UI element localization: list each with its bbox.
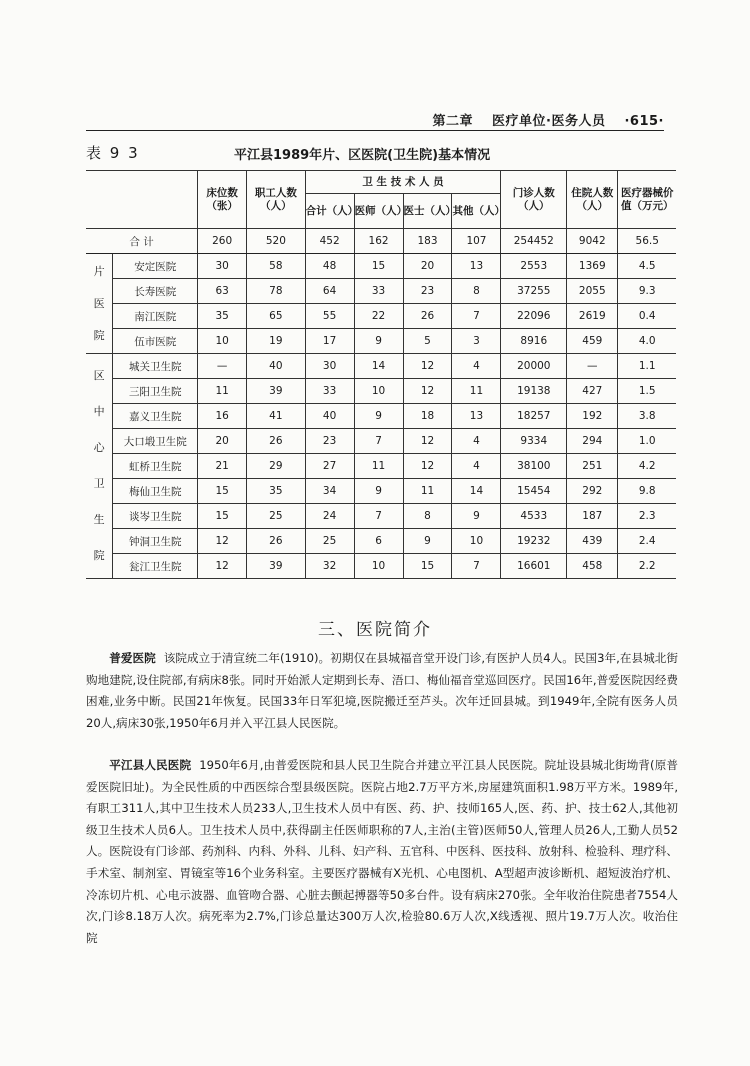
table-cell: 22: [354, 304, 403, 329]
running-head: [86, 110, 664, 131]
table-cell: 1.5: [618, 379, 676, 404]
table-cell: 12: [403, 379, 452, 404]
table-cell: 11: [198, 379, 247, 404]
table-cell: 26: [247, 529, 306, 554]
table-cell: 7: [354, 429, 403, 454]
table-cell: 458: [567, 554, 618, 579]
table-cell: 10: [354, 379, 403, 404]
table-cell: 439: [567, 529, 618, 554]
hospital-name: 嘉义卫生院: [113, 404, 198, 429]
table-cell: 520: [247, 229, 306, 254]
table-cell: 20000: [501, 354, 567, 379]
table-cell: 39: [247, 379, 306, 404]
table-cell: 30: [198, 254, 247, 279]
table-title: 平江县1989年片、区医院(卫生院)基本情况: [234, 148, 491, 163]
table-cell: 292: [567, 479, 618, 504]
group-label: [86, 354, 113, 579]
table-cell: 3.8: [618, 404, 676, 429]
table-cell: 260: [198, 229, 247, 254]
hospital-name: 钟洞卫生院: [113, 529, 198, 554]
table-cell: 16601: [501, 554, 567, 579]
table-cell: 1369: [567, 254, 618, 279]
table-cell: 24: [305, 504, 354, 529]
group-label-char: 片: [93, 264, 105, 278]
table-cell: 11: [403, 479, 452, 504]
table-cell: 18: [403, 404, 452, 429]
table-cell: 2619: [567, 304, 618, 329]
table-cell: 64: [305, 279, 354, 304]
table-cell: 22096: [501, 304, 567, 329]
table-cell: 17: [305, 329, 354, 354]
header-others: 其他（人）: [452, 194, 501, 229]
header-equipment: 医疗器械价值（万元）: [618, 171, 676, 229]
table-cell: 33: [305, 379, 354, 404]
table-cell: 15: [354, 254, 403, 279]
table-cell: 162: [354, 229, 403, 254]
table-cell: 14: [354, 354, 403, 379]
table-row-total: [86, 229, 676, 254]
hospital-name: 大口塅卫生院: [113, 429, 198, 454]
table-cell: 20: [198, 429, 247, 454]
table-cell: 2553: [501, 254, 567, 279]
table-cell: 15454: [501, 479, 567, 504]
table-cell: 40: [247, 354, 306, 379]
table-cell: 9.8: [618, 479, 676, 504]
table-cell: 18257: [501, 404, 567, 429]
table-cell: 30: [305, 354, 354, 379]
table-cell: 13: [452, 404, 501, 429]
table-cell: 12: [403, 454, 452, 479]
header-doctors: 医师（人）: [354, 194, 403, 229]
table-cell: 33: [354, 279, 403, 304]
table-cell: 14: [452, 479, 501, 504]
table-cell: 12: [198, 529, 247, 554]
chapter-number: 第二章: [432, 114, 473, 129]
table-cell: 7: [452, 304, 501, 329]
table-cell: 459: [567, 329, 618, 354]
table-cell: 25: [305, 529, 354, 554]
hospital-name: 梅仙卫生院: [113, 479, 198, 504]
table-number: 表 9 3: [86, 144, 140, 162]
table-row: [86, 354, 676, 379]
group-label-char: 区: [93, 369, 105, 382]
table-cell: 4: [452, 429, 501, 454]
table-cell: 0.4: [618, 304, 676, 329]
table-cell: 183: [403, 229, 452, 254]
hospital-name: 安定医院: [113, 254, 198, 279]
table-cell: 187: [567, 504, 618, 529]
table-cell: 4: [452, 454, 501, 479]
table-cell: 11: [452, 379, 501, 404]
table-cell: 9: [354, 479, 403, 504]
table-row: [86, 504, 676, 529]
table-cell: 34: [305, 479, 354, 504]
table-cell: —: [198, 354, 247, 379]
table-cell: 40: [305, 404, 354, 429]
header-inpatients: 住院人数（人）: [567, 171, 618, 229]
table-cell: 15: [198, 479, 247, 504]
table-row: [86, 404, 676, 429]
table-row: [86, 279, 676, 304]
table-caption: [86, 142, 676, 162]
hospital-name: 三阳卫生院: [113, 379, 198, 404]
table-cell: 3: [452, 329, 501, 354]
table-row: [86, 479, 676, 504]
header-staff: 职工人数（人）: [247, 171, 306, 229]
chapter-title: 医疗单位·医务人员: [492, 114, 606, 129]
table-cell: 4.5: [618, 254, 676, 279]
group-label: [86, 254, 113, 354]
table-cell: 13: [452, 254, 501, 279]
table-cell: 9: [452, 504, 501, 529]
hospital-name: 谈岑卫生院: [113, 504, 198, 529]
hospital-name: 瓮江卫生院: [113, 554, 198, 579]
hospital-name: 南江医院: [113, 304, 198, 329]
group-label-char: 院: [93, 549, 105, 562]
table-cell: 192: [567, 404, 618, 429]
table-cell: 12: [403, 354, 452, 379]
table-cell: 27: [305, 454, 354, 479]
table-cell: 9: [403, 529, 452, 554]
paragraph-puai: [86, 648, 678, 734]
table-row: [86, 379, 676, 404]
group-label-char: 医: [93, 296, 105, 310]
table-cell: 7: [452, 554, 501, 579]
table-cell: 58: [247, 254, 306, 279]
table-cell: 9: [354, 329, 403, 354]
table-cell: 294: [567, 429, 618, 454]
table-cell: 9042: [567, 229, 618, 254]
table-cell: 8: [452, 279, 501, 304]
table-cell: 35: [247, 479, 306, 504]
table-cell: 23: [305, 429, 354, 454]
table-cell: 5: [403, 329, 452, 354]
table-cell: —: [567, 354, 618, 379]
corner-cell: [86, 171, 198, 229]
paragraph-county-hospital: [86, 755, 678, 949]
table-cell: 16: [198, 404, 247, 429]
table-cell: 11: [354, 454, 403, 479]
table-cell: 427: [567, 379, 618, 404]
table-cell: 65: [247, 304, 306, 329]
group-label-char: 心: [93, 441, 105, 454]
table-cell: 7: [354, 504, 403, 529]
group-label-char: 卫: [93, 477, 105, 490]
table-cell: 56.5: [618, 229, 676, 254]
header-tech-total: 合计（人）: [305, 194, 354, 229]
table-cell: 2055: [567, 279, 618, 304]
table-cell: 26: [403, 304, 452, 329]
table-cell: 35: [198, 304, 247, 329]
paragraph-lead: 普爱医院: [109, 651, 156, 665]
total-label: 合 计: [86, 229, 198, 254]
table-cell: 29: [247, 454, 306, 479]
table-row: [86, 254, 676, 279]
table-cell: 9334: [501, 429, 567, 454]
table-cell: 38100: [501, 454, 567, 479]
table-cell: 23: [403, 279, 452, 304]
table-cell: 26: [247, 429, 306, 454]
table-cell: 20: [403, 254, 452, 279]
table-row: [86, 554, 676, 579]
table-cell: 39: [247, 554, 306, 579]
table-cell: 19232: [501, 529, 567, 554]
table-cell: 1.0: [618, 429, 676, 454]
table-cell: 10: [452, 529, 501, 554]
hospital-name: 虹桥卫生院: [113, 454, 198, 479]
table-cell: 9: [354, 404, 403, 429]
section-title: 三、医院简介: [318, 620, 432, 640]
table-cell: 254452: [501, 229, 567, 254]
table-cell: 25: [247, 504, 306, 529]
hospital-name: 城关卫生院: [113, 354, 198, 379]
table-row: [86, 429, 676, 454]
table-cell: 21: [198, 454, 247, 479]
table-cell: 107: [452, 229, 501, 254]
page-number: ·615·: [624, 114, 664, 129]
table-cell: 8: [403, 504, 452, 529]
table-cell: 9.3: [618, 279, 676, 304]
table-cell: 32: [305, 554, 354, 579]
paragraph-lead: 平江县人民医院: [109, 758, 192, 772]
table-cell: 251: [567, 454, 618, 479]
group-label-char: 生: [93, 513, 105, 526]
table-cell: 8916: [501, 329, 567, 354]
header-beds: 床位数（张）: [198, 171, 247, 229]
table-cell: 48: [305, 254, 354, 279]
table-cell: 37255: [501, 279, 567, 304]
paragraph-text: 该院成立于清宣统二年(1910)。初期仅在县城福音堂开设门诊,有医护人员4人。民国3年,在县城北街购地建院,设住院部,有病床8张。同时开始派人定期到长寿、浯口、梅仙福音堂巡回医疗。民国16年,普爱医院因经费困难,业务中断。民国21年恢复。民国33年日军犯境,医院搬迁至芦头。次年迁回县城。到1949年,全院有医务人员20人,病床30张,1950年6月并入平江县人民医院。: [86, 651, 678, 730]
hospital-table: [86, 170, 676, 579]
table-cell: 12: [403, 429, 452, 454]
table-cell: 2.3: [618, 504, 676, 529]
table-cell: 78: [247, 279, 306, 304]
table-cell: 15: [198, 504, 247, 529]
table-cell: 19138: [501, 379, 567, 404]
table-cell: 15: [403, 554, 452, 579]
table-cell: 4.2: [618, 454, 676, 479]
table-cell: 4.0: [618, 329, 676, 354]
table-cell: 4: [452, 354, 501, 379]
table-cell: 2.2: [618, 554, 676, 579]
group-label-char: 院: [93, 328, 105, 342]
table-row: [86, 329, 676, 354]
hospital-name: 长寿医院: [113, 279, 198, 304]
paragraph-text: 1950年6月,由普爱医院和县人民卫生院合并建立平江县人民医院。院址设县城北街坳背(原普爱医院旧址)。为全民性质的中西医综合型县级医院。医院占地2.7万平方米,房屋建筑面积1.98万平方米。1989年,有职工311人,其中卫生技术人员233人,卫生技术人员中有医、药、护、技师165人,医、药、护、技士62人,其他初级卫生技术人员6人。卫生技术人员中,获得副主任医师职称的7人,主治(主管)医师50人,管理人员26人,工勤人员52人。医院设有门诊部、药剂科、内科、外科、儿科、妇产科、五官科、中医科、医技科、放射科、检验科、理疗科、手术室、制剂室、胃镜室等16个业务科室。主要医疗器械有X光机、心电图机、A型超声波诊断机、超短波治疗机、冷冻切片机、心电示波器、血管吻合器、心脏去颤起搏器等50多台件。设有病床270张。全年收治住院患者7554人次,门诊8.18万人次。病死率为2.7%,门诊总量达300万人次,检验80.6万人次,X线透视、照片19.7万人次。收治住院: [86, 758, 678, 945]
table-cell: 55: [305, 304, 354, 329]
table-cell: 2.4: [618, 529, 676, 554]
header-assistants: 医士（人）: [403, 194, 452, 229]
table-cell: 6: [354, 529, 403, 554]
table-row: [86, 454, 676, 479]
table-cell: 12: [198, 554, 247, 579]
table-cell: 10: [354, 554, 403, 579]
table-cell: 4533: [501, 504, 567, 529]
table-cell: 452: [305, 229, 354, 254]
table-row: [86, 529, 676, 554]
header-outpatients: 门诊人数（人）: [501, 171, 567, 229]
table-cell: 63: [198, 279, 247, 304]
header-tech-group: 卫 生 技 术 人 员: [305, 171, 501, 194]
table-row: [86, 304, 676, 329]
group-label-char: 中: [93, 405, 105, 418]
hospital-name: 伍市医院: [113, 329, 198, 354]
table-cell: 41: [247, 404, 306, 429]
table-cell: 1.1: [618, 354, 676, 379]
table-cell: 19: [247, 329, 306, 354]
table-cell: 10: [198, 329, 247, 354]
